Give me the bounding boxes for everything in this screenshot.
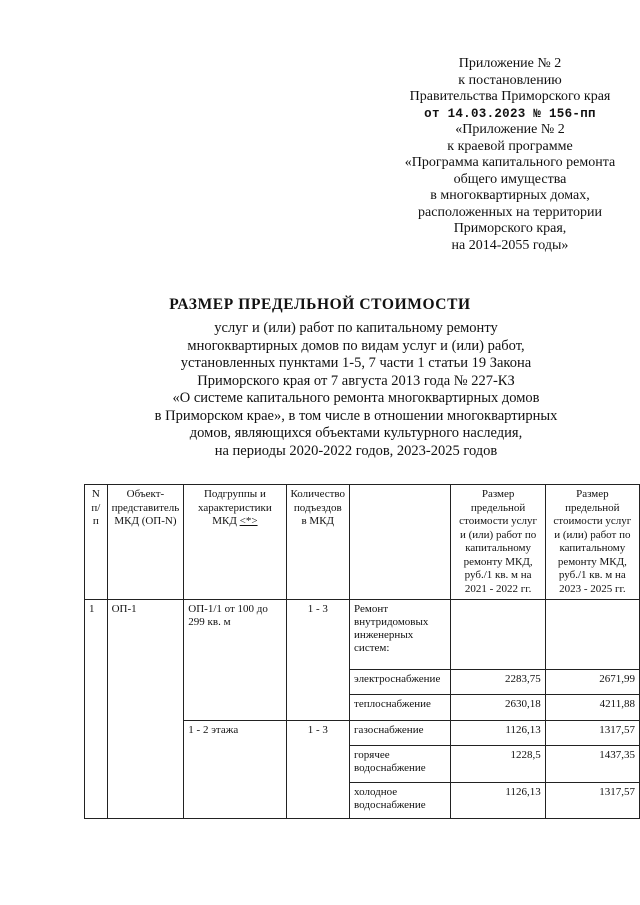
appendix-line: к краевой программе [447,138,573,154]
table-row [85,600,640,670]
appendix-line: Приморского края, [453,221,567,236]
appendix-line: к постановлению [458,72,562,88]
subtitle-line: домов, являющихся объектами культурного наследия, [189,425,523,441]
row-work: газоснабжение [350,721,451,746]
subtitle-line: в Приморском крае», в том числе в отношении многоквартирных [154,407,558,424]
appendix-line: Приложение № 2 [458,56,562,71]
decree-date-number: от 14.03.2023 № 156-пп [424,106,596,121]
row-subgroup-a: ОП-1/1 от 100 до 299 кв. м [184,600,286,721]
subtitle-line: услуг и (или) работ по капитальному ремонту [214,320,498,336]
row-cost-2023: 1317,57 [545,721,639,746]
header-cost-2023: Размер предельной стоимости услуг и (или) работ по капитальному ремонту МКД, руб./1 кв. м на 2023 - 2025 гг. [545,485,639,600]
subtitle-line: многоквартирных домов по видам услуг и (или) работ, [187,337,525,354]
header-work [350,485,451,600]
row-cost-2021: 2630,18 [451,695,545,721]
row-cost-2021: 1126,13 [451,721,545,746]
appendix-line: расположенных на территории [418,204,602,220]
document-subtitle [0,320,640,460]
row-num: 1 [85,600,108,819]
row-work: электроснабжение [350,670,451,695]
row-object: ОП-1 [107,600,184,819]
appendix-line: «Программа капитального ремонта [404,155,616,170]
row-work: холодное водоснабжение [350,783,451,819]
row-entrances-b: 1 - 3 [286,721,350,819]
row-cost-2021 [451,600,545,670]
row-cost-2021: 2283,75 [451,670,545,695]
row-cost-2023 [545,600,639,670]
header-num: N п/п [85,485,108,600]
row-cost-2023: 1317,57 [545,783,639,819]
row-cost-2021: 1126,13 [451,783,545,819]
header-cost-2021: Размер предельной стоимости услуг и (или) работ по капитальному ремонту МКД, руб./1 кв. м на 2021 - 2022 гг. [451,485,545,600]
row-work: горячее водоснабжение [350,746,451,783]
appendix-line: на 2014-2055 годы» [451,237,569,253]
cost-table [84,484,640,819]
subtitle-line: «О системе капитального ремонта многоквартирных домов [172,390,540,406]
header-entrances: Количество подъездов в МКД [286,485,350,600]
row-cost-2023: 2671,99 [545,670,639,695]
appendix-line: Правительства Приморского края [409,89,611,104]
header-subgroup-text: Подгруппы и характеристики МКД [198,488,272,527]
table-header-row [85,485,640,600]
row-cost-2023: 1437,35 [545,746,639,783]
subtitle-line: Приморского края от 7 августа 2013 года № 227-КЗ [197,372,515,389]
row-work: теплоснабжение [350,695,451,721]
row-entrances-a: 1 - 3 [286,600,350,721]
subtitle-line: на периоды 2020-2022 годов, 2023-2025 годов [214,442,498,459]
appendix-header [370,56,640,254]
header-object: Объект-представитель МКД (ОП-N) [107,485,184,600]
footnote-link[interactable]: <*> [239,515,258,527]
appendix-line: «Приложение № 2 [455,122,565,137]
row-work: Ремонт внутридомовых инженерных систем: [350,600,451,670]
appendix-line: общего имущества [453,171,567,187]
row-cost-2023: 4211,88 [545,695,639,721]
document-title: РАЗМЕР ПРЕДЕЛЬНОЙ СТОИМОСТИ [169,296,471,313]
appendix-line: в многоквартирных домах, [430,188,590,203]
header-subgroup [184,485,286,600]
row-subgroup-b: 1 - 2 этажа [184,721,286,819]
row-cost-2021: 1228,5 [451,746,545,783]
subtitle-line: установленных пунктами 1-5, 7 части 1 статьи 19 Закона [180,355,532,371]
